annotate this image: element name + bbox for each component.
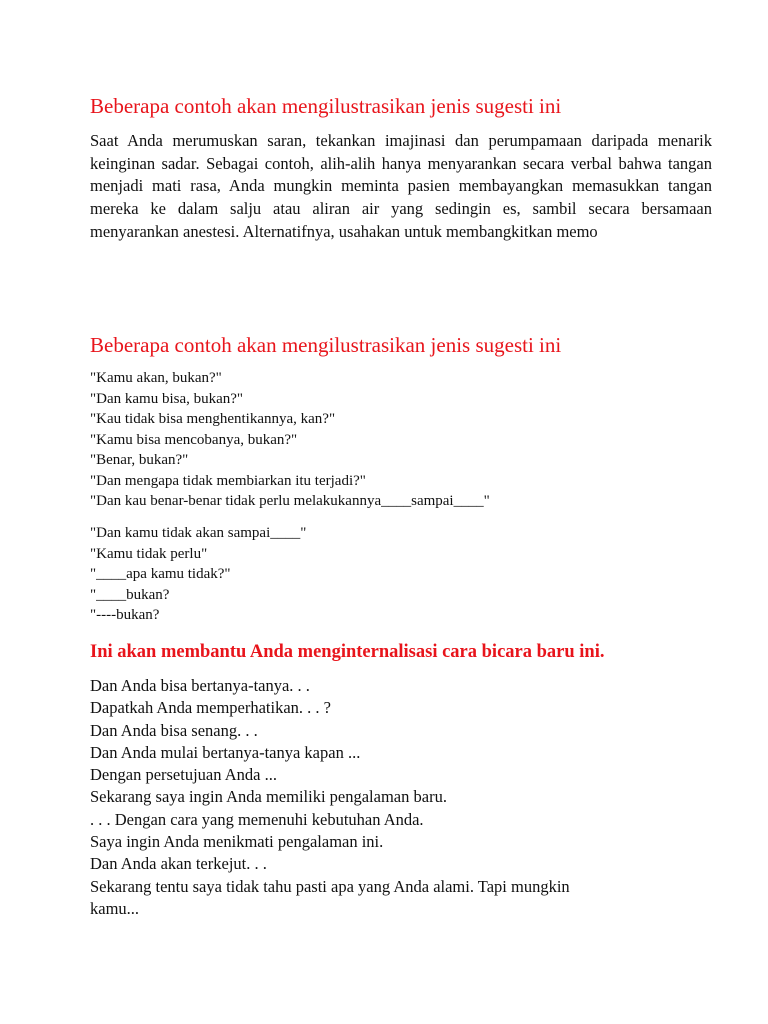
body-paragraph: Saat Anda merumuskan saran, tekankan imajinasi dan perumpamaan daripada menarik keinginan sadar. Sebagai contoh, alih-alih hanya menyarankan secara verbal bahwa tangan menjadi mati rasa, Anda mungkin meminta pasien membayangkan memasukkan tangan mereka ke dalam salju atau aliran air yang sedingin es, sambil secara bersamaan menyarankan anestesi. Alternatifnya, usahakan untuk membangkitkan memo [90, 131, 712, 241]
section-heading-3: Ini akan membantu Anda menginternalisasi cara bicara baru ini. [90, 642, 605, 662]
quote-line: "Kamu akan, bukan?" [90, 370, 222, 386]
quote-line: "Kamu tidak perlu" [90, 545, 208, 562]
phrase-line: kamu... [90, 898, 140, 918]
phrase-line: Dan Anda mulai bertanya-tanya kapan ... [90, 742, 361, 762]
quote-line: "----bukan? [90, 607, 160, 623]
quote-line: "____apa kamu tidak?" [90, 566, 231, 582]
section-heading-1: Beberapa contoh akan mengilustrasikan jenis sugesti ini [90, 94, 562, 118]
phrase-line: . . . Dengan cara yang memenuhi kebutuhan Anda. [90, 809, 424, 829]
quote-line: "Kamu bisa mencobanya, bukan?" [90, 431, 298, 448]
phrase-line: Dan Anda akan terkejut. . . [90, 854, 267, 874]
section-heading-2: Beberapa contoh akan mengilustrasikan jenis sugesti ini [90, 333, 562, 357]
example-quotes-list-1 [90, 368, 490, 512]
phrase-line: Sekarang tentu saya tidak tahu pasti apa yang Anda alami. Tapi mungkin [90, 876, 570, 896]
phrase-line: Saya ingin Anda menikmati pengalaman ini. [90, 832, 384, 852]
quote-line: "Dan kamu bisa, bukan?" [90, 390, 244, 407]
phrase-lines-list [90, 675, 570, 920]
phrase-line: Sekarang saya ingin Anda memiliki pengalaman baru. [90, 787, 447, 807]
quote-line: "Benar, bukan?" [90, 452, 189, 468]
example-quotes-list-2 [90, 523, 306, 626]
quote-line: "Dan kamu tidak akan sampai____" [90, 525, 307, 541]
phrase-line: Dapatkah Anda memperhatikan. . . ? [90, 698, 331, 718]
quote-line: "Dan mengapa tidak membiarkan itu terjadi?" [90, 472, 366, 489]
phrase-line: Dengan persetujuan Anda ... [90, 765, 277, 785]
quote-line: "____bukan? [90, 586, 170, 603]
quote-line: "Dan kau benar-benar tidak perlu melakukannya____sampai____" [90, 493, 490, 509]
quote-line: "Kau tidak bisa menghentikannya, kan?" [90, 411, 336, 427]
phrase-line: Dan Anda bisa senang. . . [90, 720, 258, 740]
phrase-line: Dan Anda bisa bertanya-tanya. . . [90, 676, 310, 695]
